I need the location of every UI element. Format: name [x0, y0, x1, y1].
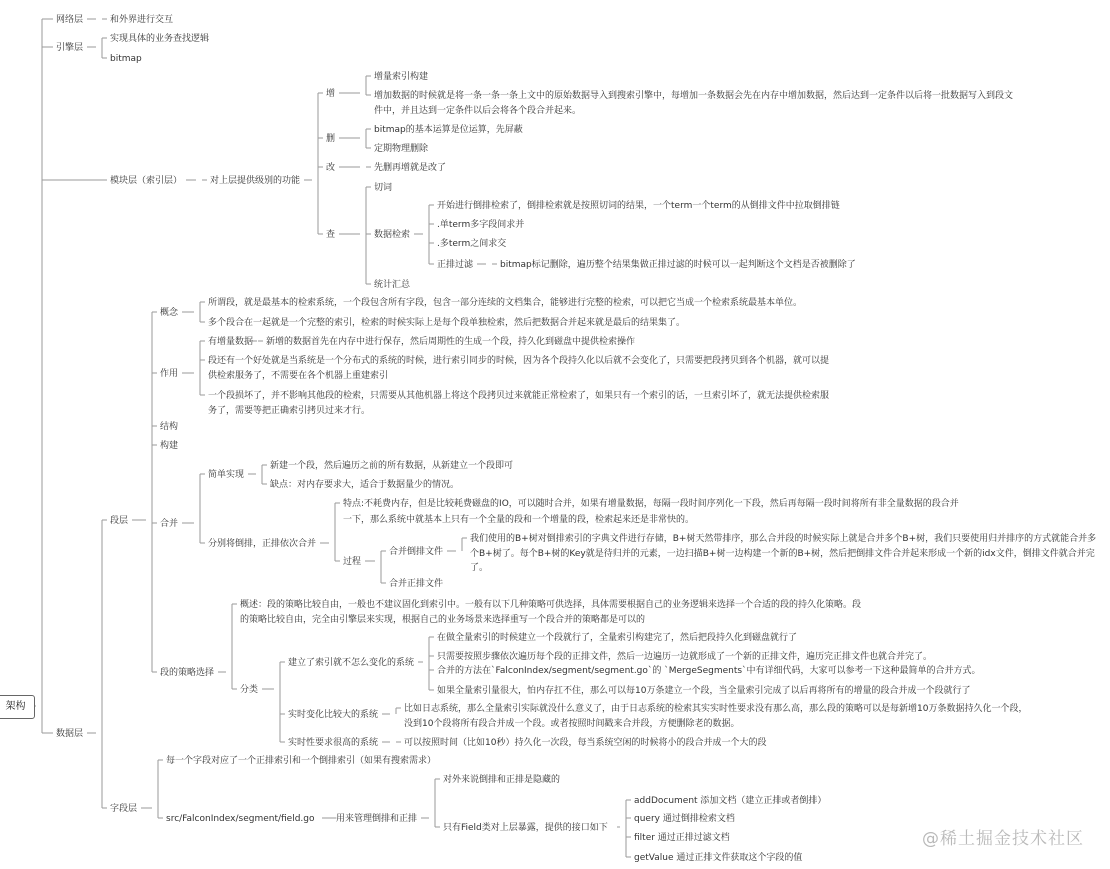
connector-shan [339, 129, 371, 148]
node-hb221[interactable]: 合并倒排文件 [389, 547, 444, 557]
node-zy3[interactable]: 一个段损坏了，并不影响其他段的检索，只需要从其他机器上将这个段拷贝过来就能正常检索了，如果只有一个索引的话，一旦索引坏了，就无法提供检索服 [208, 391, 830, 401]
node-cl212[interactable]: 只需要按照步骤依次遍历每个段的正排文件，然后一边遍历一边就形成了一个新的正排文件，遍历完正排文件也就合并完了。 [437, 652, 933, 662]
node-cl231[interactable]: 可以按照时间（比如10秒）持久化一次段，每当系统空闲的时候将小的段合并成一个大的段 [404, 738, 767, 748]
connector-cha2 [414, 205, 434, 264]
connector-cl21 [418, 637, 434, 690]
node-zd1[interactable]: 每一个字段对应了一个正排索引和一个倒排索引（如果有搜索需求） [166, 756, 437, 766]
node-hb2211[interactable]: 我们使用的B+树对倒排索引的字典文件进行存储，B+树天然带排序，那么合并段的时候实际上就是合并多个B+树，我们只要使用归并排序的方式就能合并多 [470, 534, 1097, 544]
node-shan1[interactable]: bitmap的基本运算是位运算，先屏蔽 [374, 125, 523, 135]
node-zy3b[interactable]: 务了，需要等把正确索引拷贝过来才行。 [208, 406, 371, 416]
node-wl1[interactable]: 和外界进行交互 [110, 15, 174, 25]
node-zy11[interactable]: 新增的数据首先在内存中进行保存，然后周期性的生成一个段，持久化到磁盘中提供检索操作 [266, 337, 636, 347]
node-hb11[interactable]: 新建一个段，然后遍历之前的所有数据，从新建立一个段即可 [270, 461, 514, 471]
connector-cha [339, 187, 371, 284]
node-hb[interactable]: 合并 [160, 519, 179, 529]
node-cl221b[interactable]: 没到10个段将所有段合并成一个段。或者按照时间戳来合并段，方便删除老的数据。 [404, 719, 740, 729]
node-zeng1[interactable]: 增量索引构建 [374, 72, 429, 82]
node-cha22[interactable]: .单term多字段间求并 [437, 220, 525, 230]
node-zeng2b[interactable]: 件中，并且达到一定条件以后会将各个段合并起来。 [374, 106, 582, 116]
node-zeng2[interactable]: 增加数据的时候就是将一条一条一条上文中的原始数据导入到搜索引擎中，每增加一条数据会先在内存中增加数据，然后达到一定条件以后将一批数据写入到段文 [374, 91, 1014, 101]
node-zd2[interactable]: src/FalconIndex/segment/field.go [166, 814, 315, 824]
connector-hb22 [365, 551, 386, 583]
node-cha2[interactable]: 数据检索 [374, 230, 411, 240]
node-hb22[interactable]: 过程 [343, 557, 362, 567]
node-cl1b[interactable]: 的策略比较自由，完全由引擎层来实现，根据自己的业务场景来选择重写一个段合并的策略都是可以的 [240, 615, 646, 625]
node-wl[interactable]: 网络层 [56, 15, 84, 25]
node-gai[interactable]: 改 [326, 163, 336, 173]
node-cl[interactable]: 段的策略选择 [160, 668, 215, 678]
node-zy1[interactable]: 有增量数据 [208, 337, 254, 347]
watermark: @稀土掘金技术社区 [922, 829, 1084, 849]
connector-hb1 [248, 465, 267, 484]
node-zd2124[interactable]: getValue 通过正排文件获取这个字段的值 [634, 853, 803, 863]
connector-root [33, 19, 107, 733]
node-mk1[interactable]: 对上层提供级别的功能 [210, 176, 301, 186]
node-gn2[interactable]: 多个段合在一起就是一个完整的索引，检索的时候实际上是每个段单独检索，然后把数据合并起来就是最后的结果集了。 [208, 318, 686, 328]
node-cl21[interactable]: 建立了索引就不怎么变化的系统 [288, 658, 415, 668]
node-cl211[interactable]: 在做全量索引的时候建立一个段就行了，全量索引构建完了，然后把段持久化到磁盘就行了 [437, 633, 798, 643]
node-zd2121[interactable]: addDocument 添加文档（建立正排或者倒排） [634, 796, 827, 806]
connector-yq [87, 38, 107, 58]
node-hb222[interactable]: 合并正排文件 [389, 579, 444, 589]
node-sj[interactable]: 数据层 [56, 729, 84, 739]
node-cha241[interactable]: bitmap标记删除，遍历整个结果集做正排过滤的时候可以一起判断这个文档是否被删除了 [500, 260, 856, 270]
node-hb21[interactable]: 特点:不耗费内存，但是比较耗费磁盘的IO，可以随时合并，如果有增量数据，每隔一段时间序列化一下段，然后再每隔一段时间将所有非全量数据的段合并 [343, 499, 959, 509]
node-zd[interactable]: 字段层 [110, 804, 138, 814]
connector-sj [87, 520, 107, 808]
node-gai1[interactable]: 先删再增就是改了 [374, 163, 447, 173]
node-jg[interactable]: 结构 [160, 422, 179, 432]
root-node[interactable]: 架构 [0, 695, 35, 719]
node-hb12[interactable]: 缺点：对内存要求大，适合于数据量少的情况。 [270, 480, 460, 490]
node-dc[interactable]: 段层 [110, 516, 129, 526]
connector-zd21 [421, 779, 440, 827]
node-zeng[interactable]: 增 [326, 89, 336, 99]
node-cl214[interactable]: 如果全量索引量很大，怕内存扛不住，那么可以每10万条建立一个段，当全量索引完成了以后再将所有的增量的段合并成一个段就行了 [437, 686, 971, 696]
connector-gn [182, 302, 205, 322]
node-zd21[interactable]: 用来管理倒排和正排 [336, 814, 418, 824]
node-gn[interactable]: 概念 [160, 308, 179, 318]
connector-lines [33, 19, 631, 857]
node-gn1[interactable]: 所谓段，就是最基本的检索系统，一个段包含所有字段，包含一部分连续的文档集合，能够进行完整的检索，可以把它当成一个检索系统最基本单位。 [208, 298, 803, 308]
node-zd211[interactable]: 对外来说倒排和正排是隐藏的 [443, 775, 561, 785]
node-hb2211c[interactable]: 了。 [470, 563, 489, 573]
connector-cl22 [382, 708, 401, 714]
node-cha3[interactable]: 统计汇总 [374, 280, 411, 290]
node-cl1[interactable]: 概述：段的策略比较自由，一般也不建议固化到索引中。一般有以下几种策略可供选择，具体需要根据自己的业务逻辑来选择一个合适的段的持久化策略。段 [240, 600, 862, 610]
node-cl213[interactable]: 合并的方法在`FalconIndex/segment/segment.go`的 `MergeSegments`中有详细代码，大家可以参考一下这种最简单的合并方式。 [437, 666, 981, 676]
node-cha23[interactable]: .多term之间求交 [437, 239, 507, 249]
node-cha[interactable]: 查 [326, 230, 336, 240]
node-cha24[interactable]: 正排过滤 [437, 260, 474, 270]
node-zy2[interactable]: 段还有一个好处就是当系统是一个分布式的系统的时候，进行索引同步的时候，因为各个段持久化以后就不会变化了，只需要把段拷贝到各个机器，就可以提 [208, 356, 830, 366]
node-zy2b[interactable]: 供检索服务了，不需要在各个机器上重建索引 [208, 371, 389, 381]
connector-mk1 [304, 93, 323, 234]
node-hb21b[interactable]: 一下，那么系统中就基本上只有一个全量的段和一个增量的段，检索起来还是非常快的。 [343, 515, 695, 525]
node-cha21[interactable]: 开始进行倒排检索了，倒排检索就是按照切词的结果，一个term一个term的从倒排文件中拉取倒排链 [437, 201, 840, 211]
node-zd2122[interactable]: query 通过倒排检索文档 [634, 814, 735, 824]
connector-hb2 [320, 503, 340, 561]
connector-hb [182, 474, 205, 543]
node-shan[interactable]: 删 [326, 134, 336, 144]
node-hb1[interactable]: 简单实现 [208, 470, 245, 480]
node-zd2123[interactable]: filter 通过正排过滤文档 [634, 833, 730, 843]
connector-dc [132, 312, 157, 672]
connector-hb221 [447, 538, 467, 551]
node-cha1[interactable]: 切词 [374, 183, 393, 193]
node-cl2[interactable]: 分类 [240, 685, 259, 695]
node-cl23[interactable]: 实时性要求很高的系统 [288, 738, 379, 748]
node-yq[interactable]: 引擎层 [56, 43, 84, 53]
node-hb2[interactable]: 分别将倒排，正排依次合并 [208, 539, 317, 549]
node-zd212[interactable]: 只有Field类对上层暴露，提供的接口如下 [443, 823, 608, 833]
connector-zeng [339, 76, 371, 95]
node-gj[interactable]: 构建 [160, 441, 179, 451]
node-mk[interactable]: 模块层（索引层） [110, 176, 183, 186]
node-cl221[interactable]: 比如日志系统，那么全量索引实际就没什么意义了，由于日志系统的检索其实实时性要求没有那么高，那么段的策略可以是每新增10万条数据持久化一个段， [404, 704, 1028, 714]
connector-zy [182, 341, 205, 395]
connector-cl [218, 604, 237, 689]
node-labels [56, 13, 1096, 863]
node-cl22[interactable]: 实时变化比较大的系统 [288, 710, 379, 720]
node-zy[interactable]: 作用 [160, 369, 179, 379]
connector-cl2 [262, 662, 285, 742]
node-hb2211b[interactable]: 个B+树了。每个B+树的Key就是待归并的元素，一边扫描B+树一边构建一个新的B+树，然后把倒排文件合并起来形成一个新的idx文件，倒排文件就合并完 [470, 549, 1095, 559]
connector-zd212 [617, 800, 631, 857]
node-shan2[interactable]: 定期物理删除 [374, 144, 429, 154]
node-yq2[interactable]: bitmap [110, 54, 142, 64]
node-yq1[interactable]: 实现具体的业务查找逻辑 [110, 34, 210, 44]
connector-zd [141, 760, 163, 818]
